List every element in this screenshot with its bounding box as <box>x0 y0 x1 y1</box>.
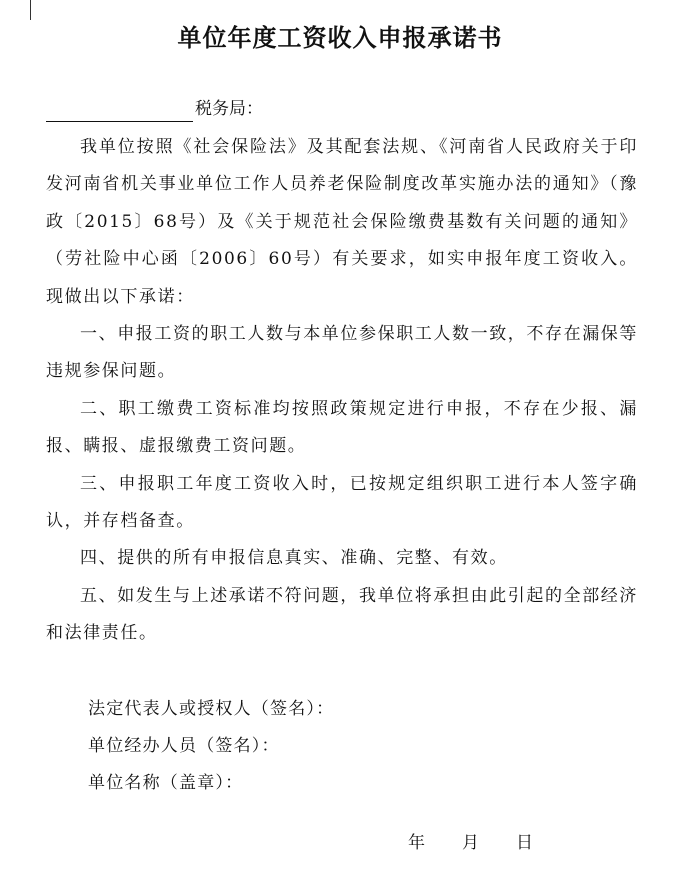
commitment-item-3: 三、申报职工年度工资收入时，已按规定组织职工进行本人签字确认，并存档备查。 <box>46 473 638 532</box>
date-day: 日 <box>516 833 533 853</box>
commitment-item-5: 五、如发生与上述承诺不符问题，我单位将承担由此引起的全部经济和法律责任。 <box>46 585 638 644</box>
document-title: 单位年度工资收入申报承诺书 <box>177 24 503 52</box>
unit-seal-label: 单位名称（盖章）： <box>88 773 244 793</box>
signature-block <box>88 691 334 802</box>
addressee-suffix: 税务局： <box>195 99 263 119</box>
commitment-body <box>46 129 638 653</box>
commitment-item-2: 二、职工缴费工资标准均按照政策规定进行申报，不存在少报、漏报、瞒报、虚报缴费工资问题。 <box>46 398 638 457</box>
date-year: 年 <box>408 833 425 853</box>
addressee-line <box>46 96 263 122</box>
legal-rep-signature-label: 法定代表人或授权人（签名）： <box>88 699 335 719</box>
page-corner-mark <box>30 0 31 20</box>
handler-signature-label: 单位经办人员（签名）： <box>88 736 280 756</box>
commitment-item-1: 一、申报工资的职工人数与本单位参保职工人数一致，不存在漏保等违规参保问题。 <box>46 324 638 382</box>
addressee-blank <box>46 99 193 122</box>
date-month: 月 <box>462 833 479 853</box>
intro-paragraph: 我单位按照《社会保险法》及其配套法规、《河南省人民政府关于印发河南省机关事业单位工作人员养老保险制度改革实施办法的通知》（豫政〔2015〕68号）及《关于规范社会保险缴费基数有关问题的通知》（劳社险中心函〔2006〕60号）有关要求，如实申报年度工资收入。现做出以下承诺： <box>46 137 638 307</box>
commitment-item-4: 四、提供的所有申报信息真实、准确、完整、有效。 <box>80 548 508 569</box>
